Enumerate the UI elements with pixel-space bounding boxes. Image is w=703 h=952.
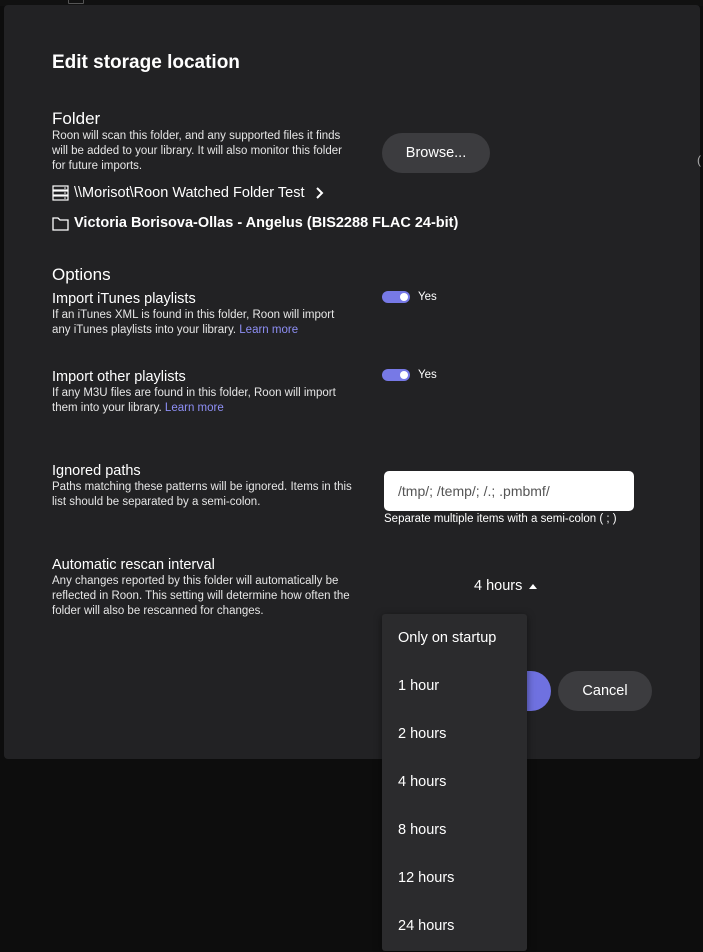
options-heading: Options [52,265,111,284]
chevron-right-icon [313,186,327,200]
browse-button[interactable]: Browse... [382,133,490,173]
menu-item-8-hours[interactable]: 8 hours [398,822,447,838]
toggle-value: Yes [418,291,437,303]
save-button[interactable] [524,671,551,711]
folder-icon [52,216,69,231]
rescan-interval-dropdown[interactable] [474,578,538,594]
learn-more-link[interactable]: Learn more [164,402,224,414]
ignored-paths-hint: Separate multiple items with a semi-colon ( ; ) [384,513,617,525]
caret-up-icon [528,582,538,590]
menu-item-1-hour[interactable]: 1 hour [398,678,440,694]
background-icon [68,0,84,4]
subfolder-row[interactable] [52,215,458,231]
import-itunes-description: If an iTunes XML is found in this folder, Roon will import any iTunes playlists into your library. Learn more [52,309,335,336]
import-other-toggle[interactable] [382,369,437,381]
menu-item-only-on-startup[interactable]: Only on startup [398,630,497,646]
ignored-paths-description: Paths matching these patterns will be ignored. Items in this list should be separated by a semi-colon. [52,481,352,508]
menu-item-24-hours[interactable]: 24 hours [398,918,455,934]
edge-icon: ( [697,153,701,167]
import-itunes-title: Import iTunes playlists [52,291,196,307]
server-path-label: \\Morisot\Roon Watched Folder Test [74,185,305,201]
rescan-selected-value: 4 hours [474,578,523,594]
learn-more-link[interactable]: Learn more [239,324,299,336]
server-icon [52,185,69,201]
dialog-title: Edit storage location [52,52,240,73]
ignored-paths-title: Ignored paths [52,463,141,479]
import-other-title: Import other playlists [52,369,186,385]
import-itunes-toggle[interactable] [382,291,437,303]
toggle-switch[interactable] [382,291,410,303]
import-other-description: If any M3U files are found in this folder, Roon will import them into your library. Learn more [52,387,336,414]
menu-item-12-hours[interactable]: 12 hours [398,870,455,886]
menu-item-2-hours[interactable]: 2 hours [398,726,447,742]
ignored-paths-input[interactable] [384,471,634,511]
menu-item-4-hours[interactable]: 4 hours [398,774,447,790]
folder-heading: Folder [52,109,101,128]
rescan-interval-menu [382,614,527,951]
rescan-interval-title: Automatic rescan interval [52,557,215,573]
edit-storage-dialog [4,5,700,759]
toggle-value: Yes [418,369,437,381]
toggle-switch[interactable] [382,369,410,381]
cancel-button[interactable]: Cancel [558,671,652,711]
rescan-interval-description: Any changes reported by this folder will automatically be reflected in Roon. This setting will determine how often the folder will also be rescanned for changes. [52,575,350,617]
subfolder-label: Victoria Borisova-Ollas - Angelus (BIS2288 FLAC 24-bit) [74,215,459,231]
folder-description: Roon will scan this folder, and any supported files it finds will be added to your library. It will also monitor this folder for future imports. [52,130,342,172]
server-path-breadcrumb[interactable] [52,185,332,201]
